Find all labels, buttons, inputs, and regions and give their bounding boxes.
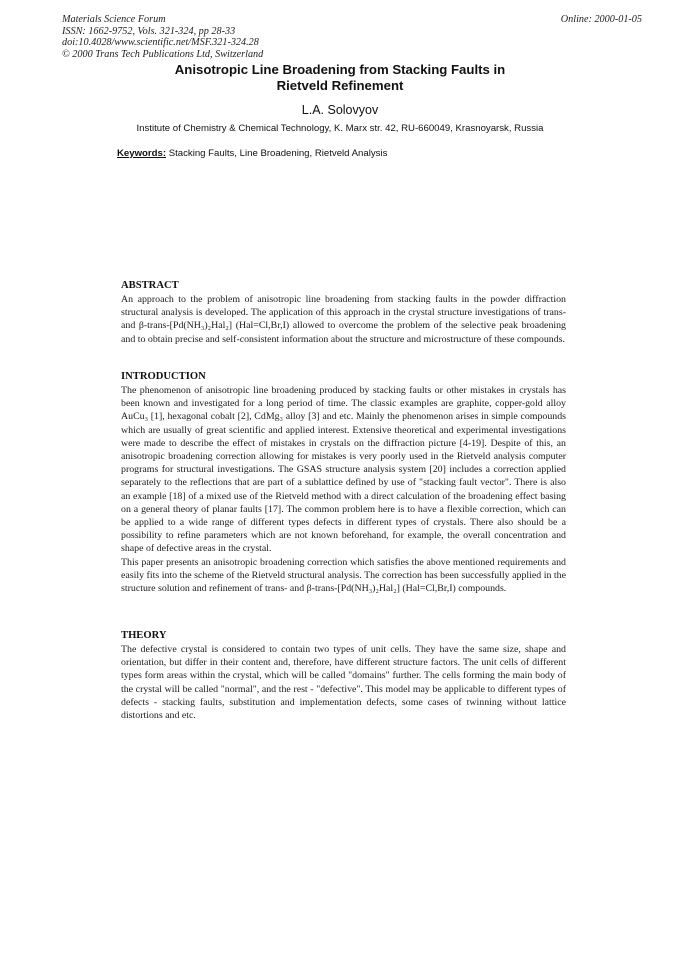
online-date: Online: 2000-01-05 (560, 14, 642, 25)
abstract-text: An approach to the problem of anisotropic line broadening from stacking faults in the powder diffraction structural analysis is developed. The application of this approach in the crystal structure investigations of trans- and β-trans-[Pd(NH₃)₂Hal₂] (Hal=Cl,Br,I) allowed to overcome the problem of the selective peak broadening and to obtain precise and self-consistent information about the structure and microstructure of these compounds. (121, 294, 566, 345)
copyright-line: © 2000 Trans Tech Publications Ltd, Switzerland (62, 48, 264, 60)
abstract-section (121, 280, 566, 346)
theory-text: The defective crystal is considered to contain two types of unit cells. They have the same size, shape and orientation, but differ in their content and, therefore, have different structure factors. The unit cells of different types form areas within the crystal, which will be called "domains" further. The cells forming the main body of the crystal will be called "normal", and the rest - "defective". This model may be applicable to different types of defects - stacking faults, substitution and implementation defects, some cases of twinning without lattice distortions and etc. (121, 644, 566, 722)
theory-heading: THEORY (121, 630, 167, 641)
keywords-label: Keywords: (117, 148, 167, 159)
title-line-1: Anisotropic Line Broadening from Stacking Faults in (174, 62, 506, 77)
introduction-paragraph-1: The phenomenon of anisotropic line broadening produced by stacking faults or other mistakes in crystals has been known and investigated for a long period of time. The classic examples are graphite, copper-gold alloy AuCu₃ [1], hexagonal cobalt [2], CdMg₃ alloy [3] and etc. Mainly the phenomenon arises in simple compounds which are usually of great scientific and applied interest. Extensive theoretical and experimental investigations were made to describe the effect of mistakes in crystals on the diffraction picture [4-19]. Despite of this, an anisotropic broadening correction allowing for mistakes is very poorly used in the Rietveld analysis computer programs for structural investigations. The GSAS structure analysis system [20] includes a correction applied separately to the reflections that are part of a sublattice defined by use of "stacking fault vector". There is also an example [18] of a mixed use of the Rietveld method with a direct calculation of the broadening effect basing on a general theory of planar faults [17]. The common problem here is to have a flexible correction, which can be applied to a wide range of different types defects in different types of crystals. There also should be a possibility to refine parameters which are not known beforehand, for example, the overall concentration and shape of defective areas in the crystal. (121, 385, 566, 555)
doi-line: doi:10.4028/www.scientific.net/MSF.321-324.28 (62, 37, 259, 48)
introduction-paragraph-2: This paper presents an anisotropic broadening correction which satisfies the above mentioned requirements and easily fits into the scheme of the Rietveld structural analysis. The correction has been successfully applied in the structure solution and refinement of trans- and β-trans-[Pd(NH₃)₂Hal₂] (Hal=Cl,Br,I) compounds. (121, 556, 566, 595)
introduction-heading: INTRODUCTION (121, 371, 206, 382)
theory-section (121, 630, 566, 722)
issn-line: ISSN: 1662-9752, Vols. 321-324, pp 28-33 (62, 25, 236, 37)
journal-name: Materials Science Forum (62, 14, 166, 25)
affiliation: Institute of Chemistry & Chemical Technology, K. Marx str. 42, RU-660049, Krasnoyarsk, Russia (136, 123, 544, 134)
keywords (117, 148, 387, 159)
introduction-section (121, 371, 566, 595)
keywords-text: Stacking Faults, Line Broadening, Rietveld Analysis (168, 148, 388, 159)
publication-meta (62, 14, 263, 60)
paper-title (110, 62, 570, 93)
title-line-2: Rietveld Refinement (276, 77, 404, 93)
author-name: L.A. Solovyov (301, 103, 379, 117)
abstract-heading: ABSTRACT (121, 280, 179, 291)
